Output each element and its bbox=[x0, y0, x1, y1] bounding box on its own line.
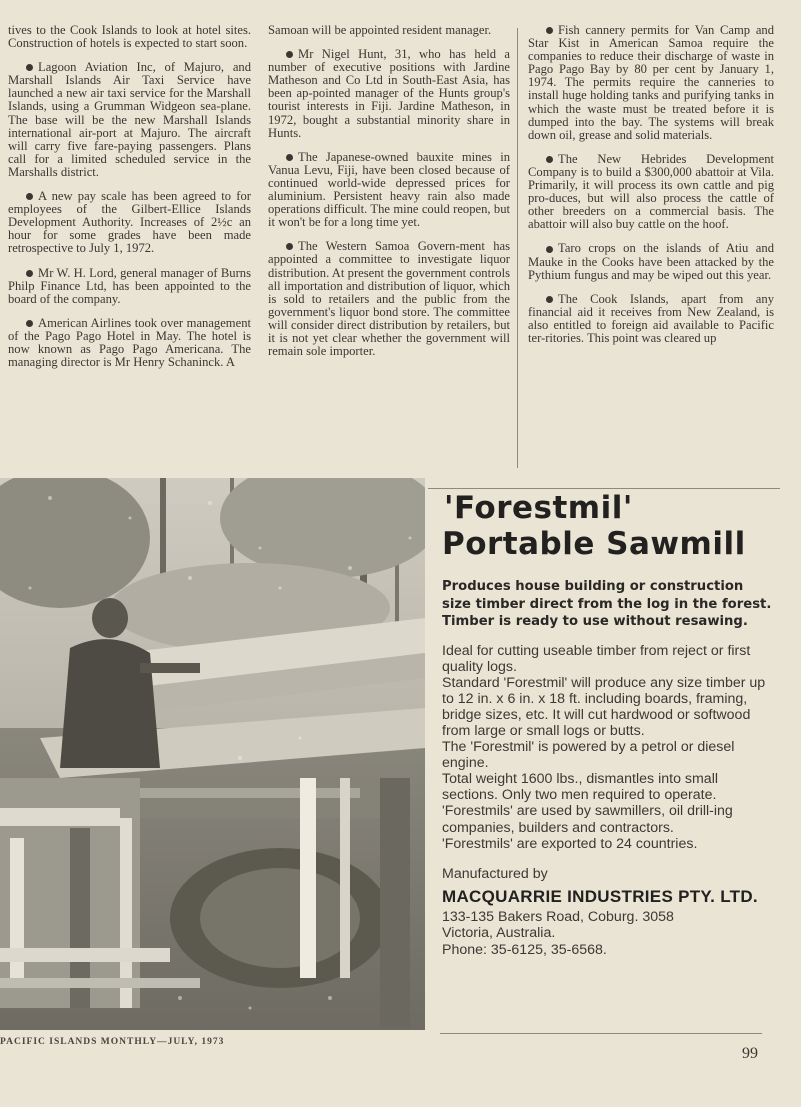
news-item: Lagoon Aviation Inc, of Majuro, and Marshall Islands Air Taxi Service have launched a new air taxi service for the Marshall Islands, using a Grumman Widgeon sea-plane. The base will be the new Marshall Islands international air-port at Majuro. The aircraft will carry five fare-paying passengers. Plans call for a limited scheduled service in the Marshalls district. bbox=[8, 60, 251, 179]
ad-phone: Phone: 35-6125, 35-6568. bbox=[442, 941, 607, 958]
ad-manufactured-by: Manufactured by bbox=[442, 865, 548, 882]
news-item: Mr W. H. Lord, general manager of Burns Philp Finance Ltd, has been appointed to the board of the company. bbox=[8, 265, 251, 306]
news-item: tives to the Cook Islands to look at hotel sites. Construction of hotels is expected to start soon. bbox=[8, 23, 251, 51]
bullet-icon bbox=[546, 246, 553, 253]
ad-address-line: 133-135 Bakers Road, Coburg. 3058 bbox=[442, 908, 674, 925]
ad-body-line: Total weight 1600 lbs., dismantles into small sections. Only two men required to operate. 'Forestmils' are used by sawmillers, oil drill-ing companies, builders and contractors. bbox=[442, 771, 733, 836]
ad-company-name: MACQUARRIE INDUSTRIES PTY. LTD. bbox=[442, 886, 758, 906]
news-item: The New Hebrides Development Company is to build a $300,000 abattoir at Vila. Primarily, it will process its own cattle and pig pro-duces, but will also process the cattle of other breeders on a commercial basis. The abattoir will also buy cattle on the hoof. bbox=[528, 151, 774, 232]
news-item: The Japanese-owned bauxite mines in Vanua Levu, Fiji, have been closed because of continued world-wide depressed prices for aluminium. Persistent heavy rain also made operations difficult. The mine could reopen, but it won't be for a long time yet. bbox=[268, 149, 510, 230]
sawmill-photo bbox=[0, 478, 425, 1030]
bullet-icon bbox=[546, 296, 553, 303]
ad-body-line: The 'Forestmil' is powered by a petrol or diesel engine. bbox=[442, 739, 735, 772]
news-item: Mr Nigel Hunt, 31, who has held a number of executive positions with Jardine Matheson and Co Ltd in South-East Asia, has been ap-pointed manager of the Hunts group's tourist interests in Fiji. Jardine Matheson, in 1972, bought a substantial minority share in Hunts. bbox=[268, 47, 510, 140]
news-item: The Western Samoa Govern-ment has appointed a committee to investigate liquor distribution. At present the government controls all importation and distribution of liquor, which is sold to retailers and the public from the government's liquor bond store. The committee will consider direct distribution by retailers, but it is not yet clear whether the government will remain sole importer. bbox=[268, 239, 510, 359]
ad-address-line: Victoria, Australia. bbox=[442, 925, 556, 942]
bullet-icon bbox=[286, 51, 293, 58]
news-column-2 bbox=[268, 24, 510, 369]
bullet-icon bbox=[26, 320, 33, 327]
forestmil-advertisement bbox=[442, 490, 787, 958]
bullet-icon bbox=[26, 193, 33, 200]
sawmill-photo-image bbox=[0, 478, 425, 1030]
news-item: The Cook Islands, apart from any financial aid it receives from New Zealand, is also entitled to foreign aid available to Pacific ter-ritories. This point was cleared up bbox=[528, 291, 774, 345]
news-column-1 bbox=[8, 24, 251, 380]
ad-body-line: Ideal for cutting useable timber from reject or first quality logs. bbox=[442, 642, 751, 675]
ad-title-brand: 'Forestmil' bbox=[444, 490, 633, 526]
ad-intro: Produces house building or construction size timber direct from the log in the forest. Timber is ready to use without resawing. bbox=[442, 579, 772, 629]
ad-body-line: 'Forestmils' are exported to 24 countries. bbox=[442, 835, 698, 852]
footer-divider bbox=[440, 1033, 762, 1034]
page-number: 99 bbox=[742, 1045, 758, 1062]
ad-body-line: Standard 'Forestmil' will produce any size timber up to 12 in. x 6 in. x 18 ft. including boards, framing, bridge sizes, etc. It will cut hardwood or softwood from large or small logs or butts. bbox=[442, 674, 766, 739]
bullet-icon bbox=[286, 154, 293, 161]
page-footer: PACIFIC ISLANDS MONTHLY—JULY, 1973 bbox=[0, 1037, 225, 1047]
news-column-3 bbox=[528, 24, 774, 356]
bullet-icon bbox=[546, 27, 553, 34]
column-divider bbox=[517, 28, 518, 468]
bullet-icon bbox=[286, 243, 293, 250]
news-item: A new pay scale has been agreed to for employees of the Gilbert-Ellice Islands Development Authority. Increases of 2½c an hour for some grades have been made retrospective to July 1, 1972. bbox=[8, 189, 251, 256]
news-item: Taro crops on the islands of Atiu and Mauke in the Cooks have been attacked by the Pythium fungus and may be wiped out this year. bbox=[528, 241, 774, 282]
news-item: Samoan will be appointed resident manager. bbox=[268, 23, 492, 37]
bullet-icon bbox=[26, 270, 33, 277]
bullet-icon bbox=[26, 64, 33, 71]
bullet-icon bbox=[546, 156, 553, 163]
section-divider bbox=[428, 488, 780, 489]
ad-title-product: Portable Sawmill bbox=[442, 526, 746, 562]
news-item: Fish cannery permits for Van Camp and Star Kist in American Samoa require the companies to reduce their discharge of waste in Pago Pago Bay by 80 per cent by January 1, 1974. The permits require the canneries to install huge holding tanks and purifying tanks in which the waste must be treated before it is dumped into the bay. The systems will break down oil, grease and solid materials. bbox=[528, 23, 774, 142]
news-item: American Airlines took over management of the Pago Pago Hotel in May. The hotel is now known as Pago Pago Americana. The managing director is Mr Henry Schaninck. A bbox=[8, 315, 251, 370]
